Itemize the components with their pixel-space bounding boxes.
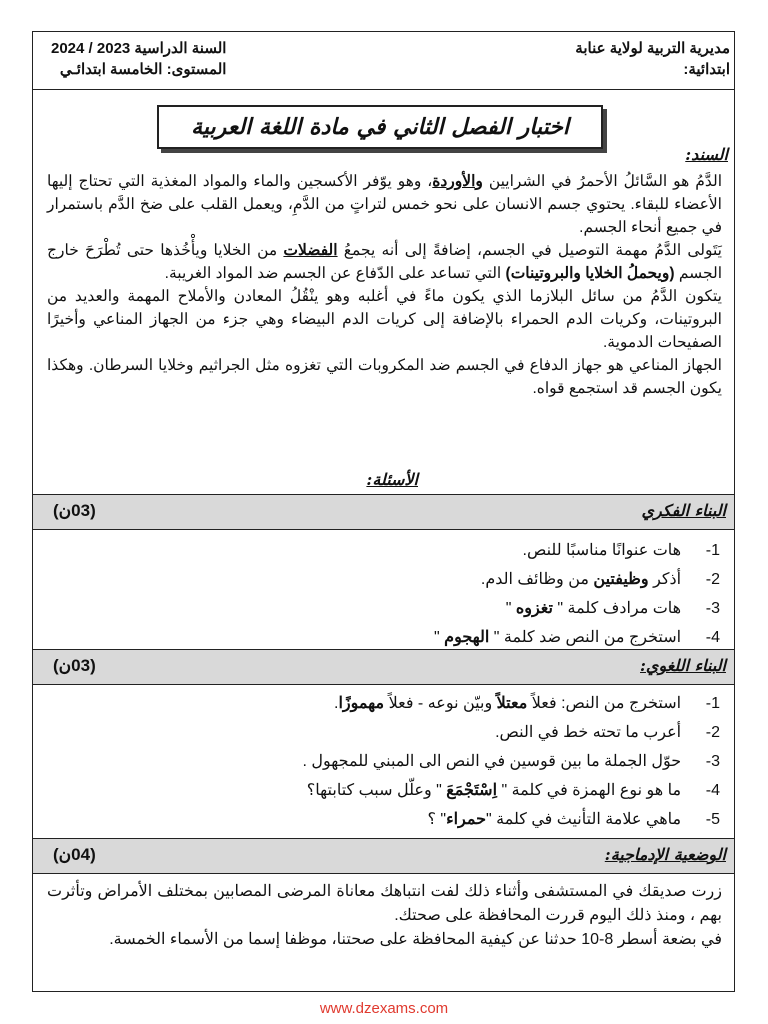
question-text: هات عنوانًا مناسبًا للنص. [522, 542, 682, 559]
passage-text: الدَّمُ هو السَّائلُ الأحمرُ في الشرايين [482, 173, 722, 190]
question-keyword: الهجوم [444, 629, 490, 646]
source-label: السند: [685, 145, 728, 164]
underlined-word: الفضلات [283, 242, 338, 259]
question-keyword: معتلاً [496, 695, 528, 712]
integration-paragraph-2: في بضعة أسطر 8-10 حدثنا عن كيفية المحافظة على صحتنا، موظفا إسما من الأسماء الخمسة. [109, 931, 722, 948]
integration-text [47, 880, 722, 952]
question-keyword: حمراء [446, 811, 486, 828]
passage-text: من الخلايا ويأْخُذها حتى تُطْرَحَ خارج الجسم [47, 242, 722, 282]
question-keyword: اِسْتَجْمَعَ [446, 782, 498, 799]
passage [47, 170, 722, 400]
question-item [60, 565, 720, 594]
question-number: -2 [705, 724, 720, 741]
question-number: -3 [705, 753, 720, 770]
section-bar-integration [33, 838, 734, 874]
passage-paragraph-1 [47, 170, 722, 239]
site-watermark[interactable]: www.dzexams.com [319, 1000, 449, 1017]
question-text: هات مرادف كلمة " [552, 600, 682, 617]
question-text: . [334, 695, 339, 712]
question-item [60, 689, 720, 718]
section-bar-language [33, 649, 734, 685]
question-keyword: مهموزًا [338, 695, 385, 712]
question-text: وبيّن نوعه - فعلاً [384, 695, 497, 712]
header-directorate: مديرية التربية لولاية عنابة [575, 40, 730, 57]
question-item [60, 536, 720, 565]
language-questions [60, 689, 720, 834]
header-year-info [51, 38, 226, 80]
bracketed-sentence: (ويحملُ الخلايا والبروتينات) [505, 265, 675, 282]
passage-paragraph-3: يتكون الدَّمُ من سائل البلازما الذي يكون ماءً في أغلبه وهو ينْقُلُ المعادن والأملاح المهمة والعديد من البروتينات، وكريات الدم الحمراء بالإضافة إلى كريات الدم البيضاء وهي جزء من الجهاز المناعي وأخيرًا الصفيحات الدموية. [47, 288, 722, 351]
question-text: " [434, 629, 445, 646]
section-bar-comprehension [33, 494, 734, 530]
section-title: البناء الفكري [641, 501, 726, 520]
question-number: -1 [705, 542, 720, 559]
section-title: الوضعية الإدماجية: [604, 845, 726, 864]
passage-paragraph-4: الجهاز المناعي هو جهاز الدفاع في الجسم ضد المكروبات التي تغزوه مثل الجراثيم وخلايا السرطان. وهكذا يكون الجسم قد استجمع قواه. [47, 357, 722, 397]
question-text: " ؟ [427, 811, 447, 828]
question-text: ما هو نوع الهمزة في كلمة " [497, 782, 682, 799]
question-text: من وظائف الدم. [480, 571, 594, 588]
passage-text: ، وهو يوّفر الأكسجين والماء والمواد المغذية التي تحتاج إليها الأعضاء للبقاء. يحتوي جسم الانسان على نحو خمس لتراتٍ من الدَّمِ، ويعمل القلب على ضخ الدَّم باستمرار في جميع أنحاء الجسم. [47, 173, 722, 236]
questions-label: الأسئلة: [366, 470, 418, 489]
section-score: (04ن) [53, 845, 96, 864]
integration-paragraph-1: زرت صديقك في المستشفى وأثناء ذلك لفت انتباهك معاناة المرضى المصابين بمختلف الأمراض وتأثرت بهم ، ومنذ ذلك اليوم قررت المحافظة على صحتك. [47, 883, 722, 924]
question-text: حوّل الجملة ما بين قوسين في النص الى المبني للمجهول . [302, 753, 682, 770]
question-text: أعرب ما تحته خط في النص. [495, 724, 682, 741]
section-score: (03ن) [53, 656, 96, 675]
section-title: البناء اللغوي: [640, 656, 726, 675]
exam-title-text: اختبار الفصل الثاني في مادة اللغة العربية [191, 114, 569, 140]
question-text: " [505, 600, 516, 617]
question-text: ماهي علامة التأنيث في كلمة " [486, 811, 682, 828]
header-school-info [575, 38, 730, 80]
question-item [60, 747, 720, 776]
passage-text: التي تساعد على الدّفاع عن الجسم ضد المواد الغريبة. [164, 265, 506, 282]
question-item [60, 623, 720, 652]
passage-text: يَتَولى الدَّمُ مهمة التوصيل في الجسم، إضافةً إلى أنه يجمعُ [337, 242, 722, 259]
question-keyword: وظيفتين [593, 571, 649, 588]
question-text: استخرج من النص: فعلاً [527, 695, 682, 712]
header-school-year: السنة الدراسية 2023 / 2024 [51, 40, 227, 57]
exam-title [157, 105, 603, 149]
header-school-name: ابتدائية: [683, 61, 730, 78]
header-level: المستوى: الخامسة ابتدائـي [59, 61, 227, 78]
question-item [60, 718, 720, 747]
underlined-word: والأوردة [432, 173, 483, 190]
question-number: -2 [705, 571, 720, 588]
question-number: -5 [705, 811, 720, 828]
section-score: (03ن) [53, 501, 96, 520]
question-number: -4 [705, 782, 720, 799]
question-text: استخرج من النص ضد كلمة " [489, 629, 682, 646]
question-item [60, 805, 720, 834]
comprehension-questions [60, 536, 720, 652]
exam-sheet [32, 31, 735, 992]
question-item [60, 594, 720, 623]
passage-paragraph-2 [47, 239, 722, 285]
question-number: -3 [705, 600, 720, 617]
exam-header [33, 32, 734, 90]
question-text: أذكر [648, 571, 682, 588]
question-text: " وعلّل سبب كتابتها؟ [306, 782, 447, 799]
question-keyword: تغزوه [515, 600, 553, 617]
question-number: -4 [705, 629, 720, 646]
question-item [60, 776, 720, 805]
question-number: -1 [705, 695, 720, 712]
